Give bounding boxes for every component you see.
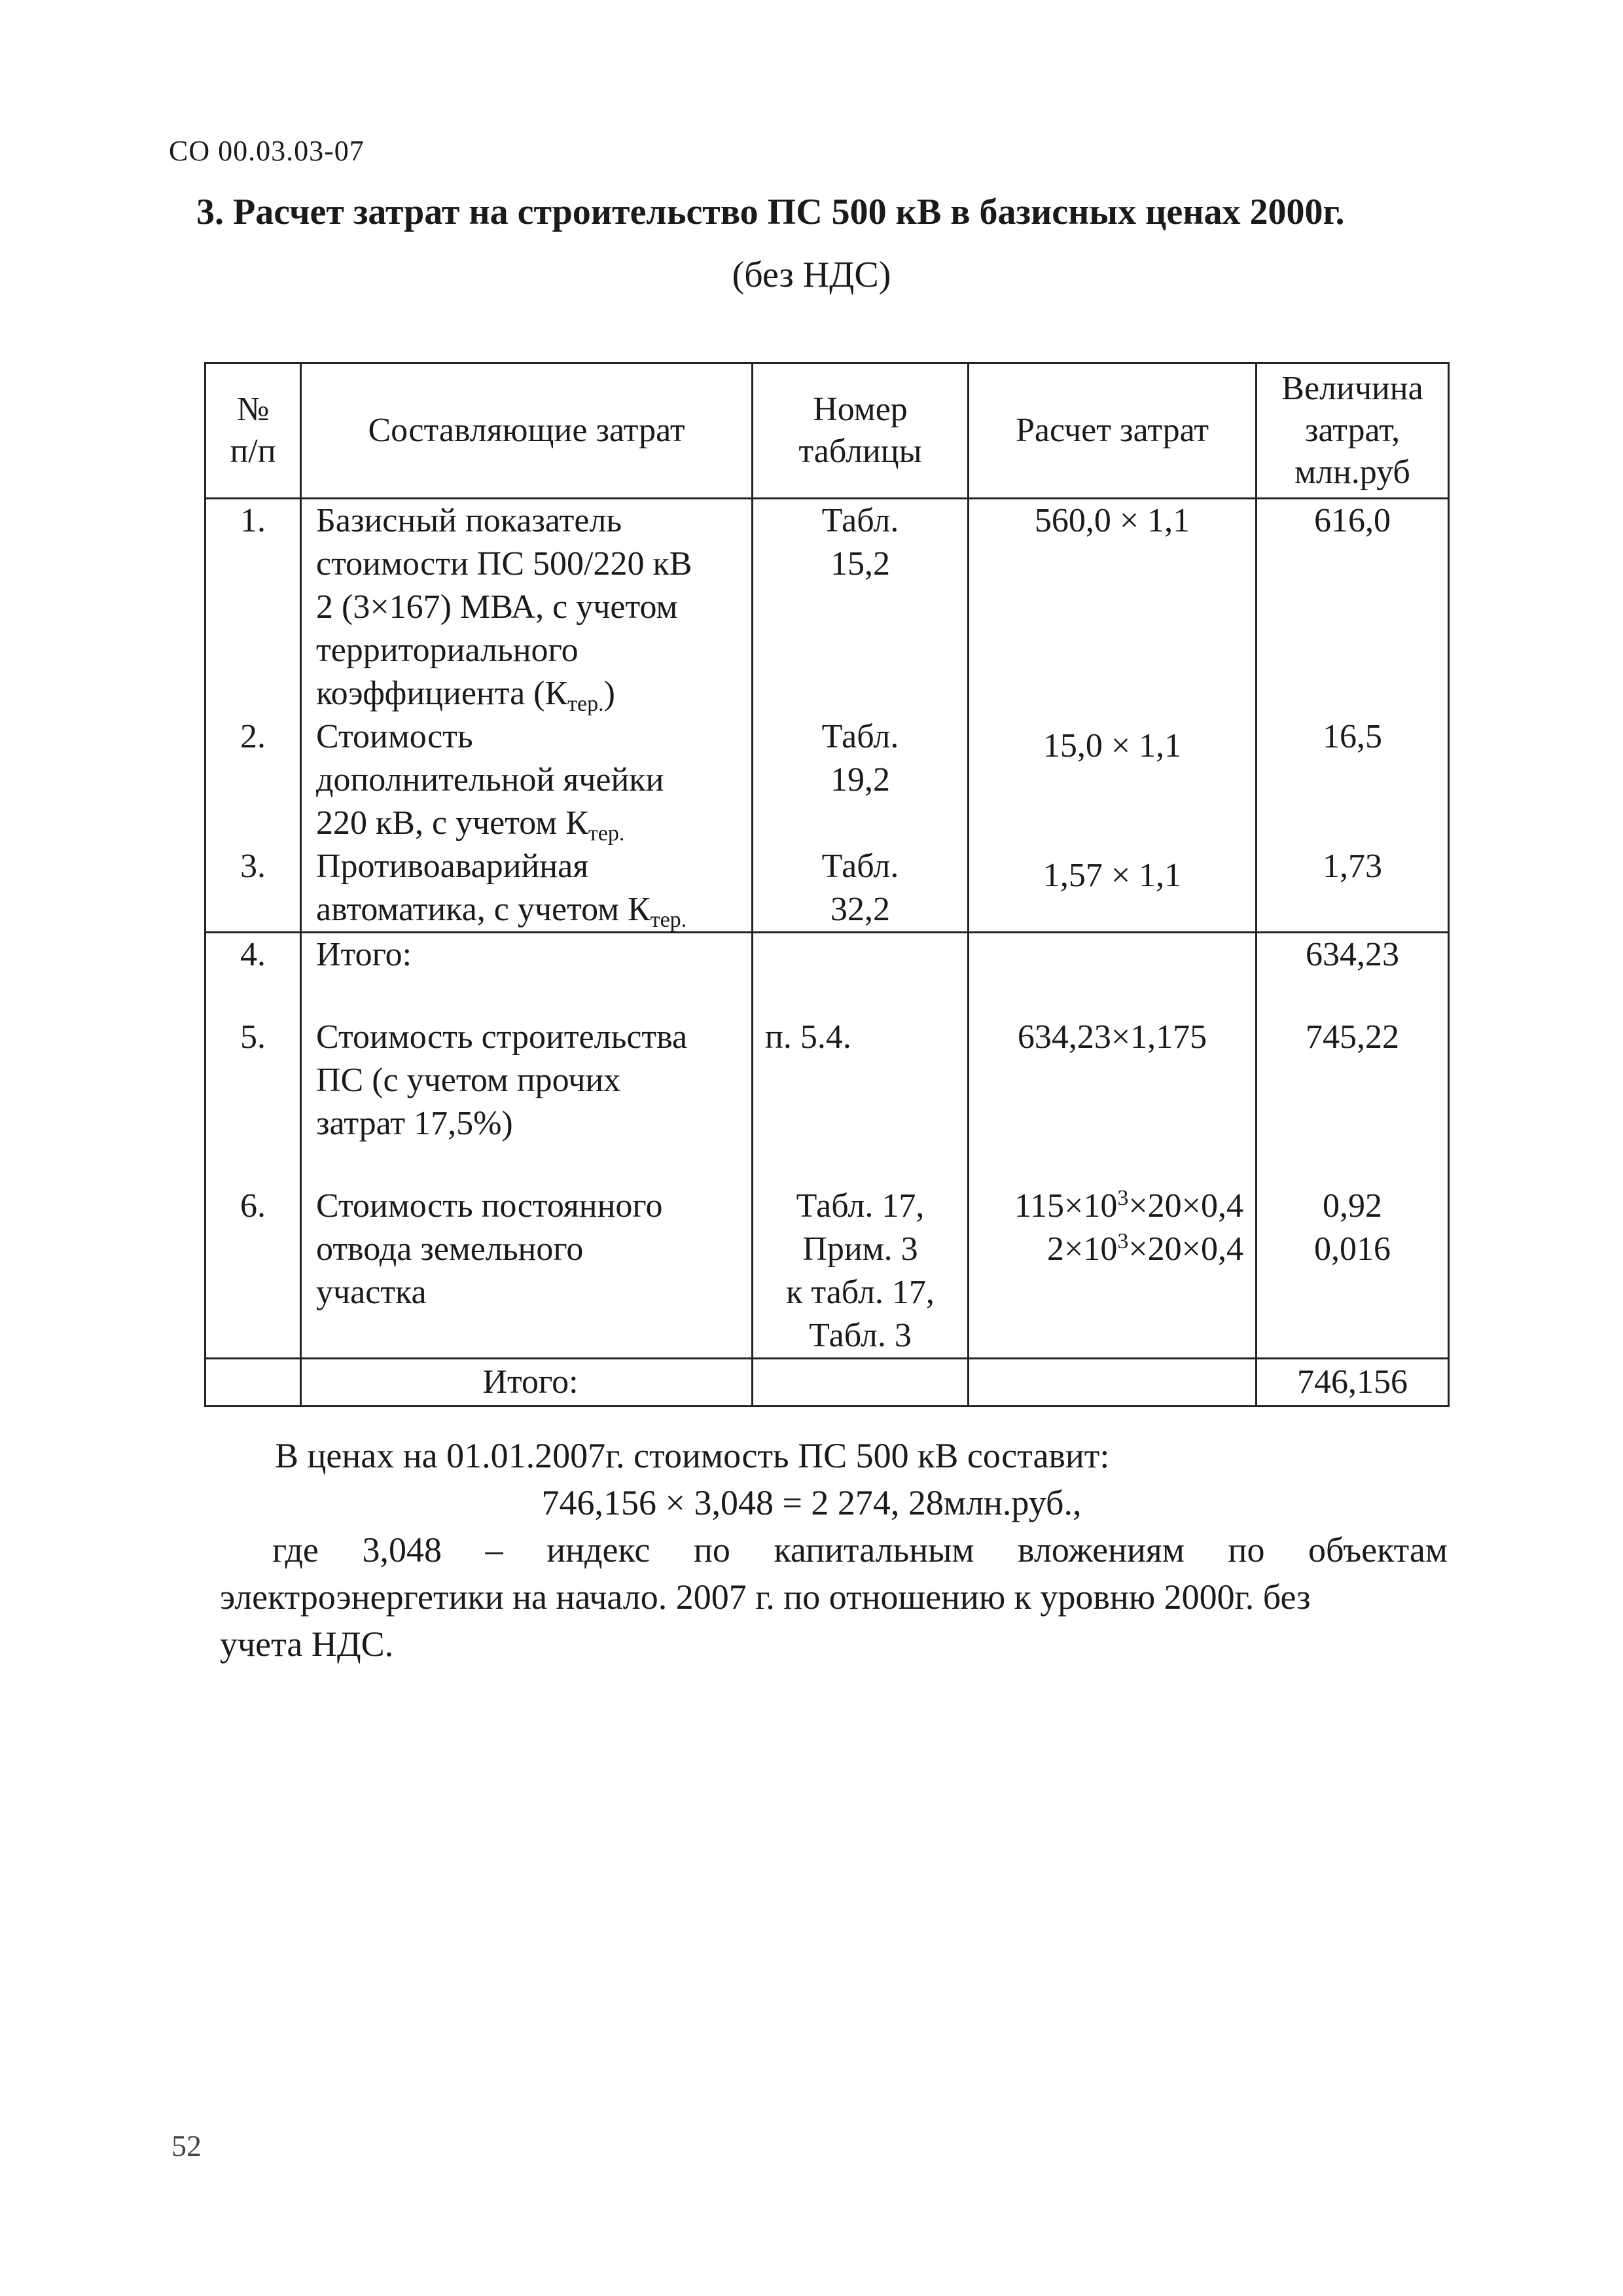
calc-text: ×20×0,4 bbox=[1128, 1230, 1243, 1268]
row-calc: 560,0 × 1,1 bbox=[969, 499, 1257, 716]
row-value: 634,23 bbox=[1257, 933, 1449, 1016]
row-num: 1. bbox=[205, 499, 301, 716]
table-header-row bbox=[205, 363, 1449, 499]
row-calc bbox=[969, 933, 1257, 1016]
row-ref-line: 32,2 bbox=[830, 891, 890, 928]
row-ref-line: Табл. bbox=[821, 848, 899, 885]
row-name bbox=[301, 845, 753, 933]
row-ref-line: п. 5.4. bbox=[765, 1018, 851, 1056]
header-ref-line: таблицы bbox=[798, 433, 922, 470]
row-name-line: Базисный показатель bbox=[316, 502, 622, 539]
row-name-line: Итого: bbox=[316, 936, 412, 973]
row-ref-line: Табл. 3 bbox=[809, 1317, 912, 1354]
text-line bbox=[220, 1528, 1448, 1572]
row-name-line: территориального bbox=[316, 632, 579, 669]
text-span: где 3,048 – индекс по капитальным вложениям по объектам bbox=[272, 1530, 1448, 1570]
total-label: Итого: bbox=[301, 1359, 753, 1407]
text-line: электроэнергетики на начало. 2007 г. по отношению к уровню 2000г. без bbox=[220, 1577, 1311, 1617]
row-ref-line: Табл. bbox=[821, 718, 899, 755]
row-name-line: отвода земельного bbox=[316, 1230, 584, 1268]
row-value-line: 0,92 bbox=[1323, 1187, 1382, 1225]
table-row bbox=[205, 1185, 1449, 1359]
row-name-line: затрат 17,5%) bbox=[316, 1105, 513, 1142]
calc-text: 115×10 bbox=[1014, 1187, 1118, 1225]
row-name bbox=[301, 933, 753, 1016]
document-code: СО 00.03.03-07 bbox=[169, 135, 365, 167]
row-ref bbox=[753, 715, 969, 845]
subscript: тер. bbox=[567, 692, 604, 716]
row-name bbox=[301, 1016, 753, 1185]
row-calc: 1,57 × 1,1 bbox=[969, 845, 1257, 933]
row-ref-line: Табл. 17, bbox=[796, 1187, 925, 1225]
calc-line bbox=[976, 1228, 1243, 1271]
row-ref-line: 19,2 bbox=[830, 761, 890, 798]
row-ref bbox=[753, 1185, 969, 1359]
header-ref-line: Номер bbox=[813, 391, 908, 428]
row-num: 5. bbox=[205, 1016, 301, 1185]
row-name-line: Стоимость bbox=[316, 718, 473, 755]
row-num: 4. bbox=[205, 933, 301, 1016]
row-value bbox=[1257, 1185, 1449, 1359]
row-calc bbox=[969, 1185, 1257, 1359]
row-value-line: 0,016 bbox=[1314, 1230, 1391, 1268]
row-name-line: Противоаварийная bbox=[316, 848, 589, 885]
row-calc: 634,23×1,175 bbox=[969, 1016, 1257, 1185]
table-row bbox=[205, 845, 1449, 933]
header-calc: Расчет затрат bbox=[969, 363, 1257, 499]
row-name-line bbox=[316, 672, 745, 715]
row-num: 3. bbox=[205, 845, 301, 933]
row-name-line: 2 (3×167) МВА, с учетом bbox=[316, 588, 678, 626]
calc-line bbox=[976, 1185, 1243, 1228]
text-line: учета НДС. bbox=[220, 1624, 394, 1664]
text-line: В ценах на 01.01.2007г. стоимость ПС 500 кВ составит: bbox=[275, 1436, 1110, 1475]
calc-text: 2×10 bbox=[1047, 1230, 1118, 1268]
row-name-line bbox=[316, 888, 745, 931]
row-num: 2. bbox=[205, 715, 301, 845]
row-name-text: 220 кВ, с учетом К bbox=[316, 804, 588, 842]
row-name bbox=[301, 1185, 753, 1359]
total-empty-cell bbox=[753, 1359, 969, 1407]
section-title: 3. Расчет затрат на строительство ПС 500 кВ в базисных ценах 2000г. bbox=[196, 192, 1345, 232]
header-value-line: млн.руб bbox=[1294, 454, 1410, 491]
row-name-text: коэффициента (К bbox=[316, 675, 568, 712]
row-ref bbox=[753, 845, 969, 933]
header-num-line: п/п bbox=[230, 433, 276, 470]
row-name-line: Стоимость строительства bbox=[316, 1018, 688, 1056]
row-value: 16,5 bbox=[1257, 715, 1449, 845]
row-num: 6. bbox=[205, 1185, 301, 1359]
header-name: Составляющие затрат bbox=[301, 363, 753, 499]
calc-text: ×20×0,4 bbox=[1128, 1187, 1243, 1225]
table-total-row bbox=[205, 1359, 1449, 1407]
row-value: 1,73 bbox=[1257, 845, 1449, 933]
subscript: тер. bbox=[588, 821, 625, 846]
total-value: 746,156 bbox=[1257, 1359, 1449, 1407]
row-name-line bbox=[316, 802, 745, 845]
row-name-line: ПС (с учетом прочих bbox=[316, 1062, 621, 1099]
superscript: 3 bbox=[1117, 1186, 1129, 1210]
header-num-line: № bbox=[236, 391, 270, 428]
table-row bbox=[205, 499, 1449, 716]
header-value-line: затрат, bbox=[1304, 412, 1400, 449]
row-name-line: дополнительной ячейки bbox=[316, 761, 664, 798]
row-ref bbox=[753, 933, 969, 1016]
total-empty-cell bbox=[205, 1359, 301, 1407]
row-name-text: автоматика, с учетом К bbox=[316, 891, 651, 928]
header-num bbox=[205, 363, 301, 499]
row-ref-line: Прим. 3 bbox=[802, 1230, 918, 1268]
row-ref-line: к табл. 17, bbox=[786, 1274, 935, 1311]
subscript: тер. bbox=[650, 908, 687, 932]
header-value-line: Величина bbox=[1281, 370, 1423, 407]
cost-table bbox=[204, 362, 1450, 1407]
row-name-line: стоимости ПС 500/220 кВ bbox=[316, 545, 692, 583]
formula-line: 746,156 × 3,048 = 2 274, 28млн.руб., bbox=[541, 1483, 1082, 1522]
row-value: 745,22 bbox=[1257, 1016, 1449, 1185]
row-name-line: Стоимость постоянного bbox=[316, 1187, 663, 1225]
header-ref bbox=[753, 363, 969, 499]
table-row bbox=[205, 715, 1449, 845]
row-ref bbox=[753, 499, 969, 716]
page-number: 52 bbox=[171, 2129, 202, 2162]
row-value: 616,0 bbox=[1257, 499, 1449, 716]
table-row bbox=[205, 1016, 1449, 1185]
row-ref-line: 15,2 bbox=[830, 545, 890, 583]
superscript: 3 bbox=[1117, 1229, 1129, 1253]
row-name bbox=[301, 499, 753, 716]
row-ref-line: Табл. bbox=[821, 502, 899, 539]
table-row bbox=[205, 933, 1449, 1016]
row-ref bbox=[753, 1016, 969, 1185]
total-empty-cell bbox=[969, 1359, 1257, 1407]
section-subtitle: (без НДС) bbox=[732, 255, 891, 295]
row-name-text: ) bbox=[603, 675, 615, 712]
row-name bbox=[301, 715, 753, 845]
row-name-line: участка bbox=[316, 1274, 427, 1311]
header-value bbox=[1257, 363, 1449, 499]
row-calc: 15,0 × 1,1 bbox=[969, 715, 1257, 845]
